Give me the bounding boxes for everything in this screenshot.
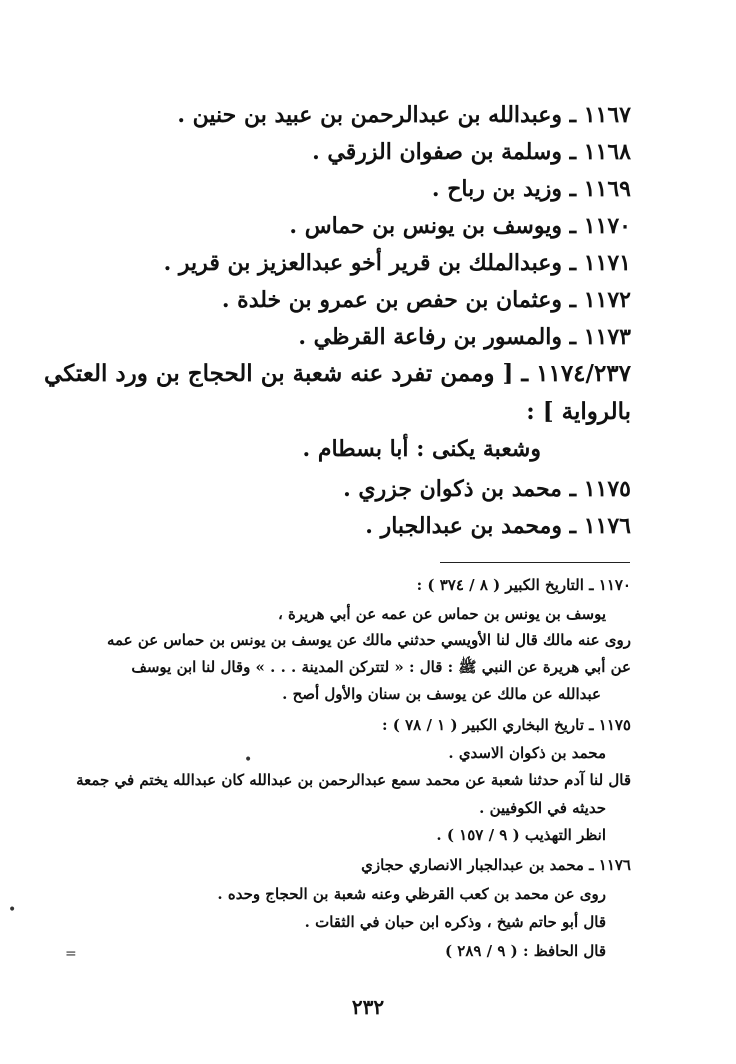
entry-1170: ١١٧٠ ـ ويوسف بن يونس بن حماس . (289, 213, 631, 239)
footnote-line: انظر التهذيب ( ٩ / ١٥٧ ) . (436, 826, 606, 844)
footnote-line: حديثه في الكوفيين . (479, 799, 606, 817)
section-heading-continued: بالرواية ] : (526, 398, 631, 425)
entry-1175: ١١٧٥ ـ محمد بن ذكوان جزري . (343, 476, 631, 502)
entry-1172: ١١٧٢ ـ وعثمان بن حفص بن عمرو بن خلدة . (221, 287, 631, 313)
footnote-line: يوسف بن يونس بن حماس عن عمه عن أبي هريرة ، (277, 605, 606, 623)
footnote-line: عبدالله عن مالك عن يوسف بن سنان والأول أصح . (282, 685, 601, 703)
footnote-line: قال لنا آدم حدثنا شعبة عن محمد سمع عبدالرحمن بن عبدالله كان عبدالله يختم في جمعة (76, 771, 631, 789)
footnote-1176-source: ١١٧٦ ـ محمد بن عبدالجبار الانصاري حجازي (361, 856, 631, 874)
footnote-line: قال أبو حاتم شيخ ، وذكره ابن حبان في الثقات . (304, 913, 606, 931)
entry-1176: ١١٧٦ ـ ومحمد بن عبدالجبار . (365, 513, 631, 539)
footnote-1175-source: ١١٧٥ ـ تاريخ البخاري الكبير ( ١ / ٧٨ ) : (382, 716, 631, 734)
footnote-line: قال الحافظ : ( ٩ / ٢٨٩ ) (444, 942, 606, 960)
section-heading: ١١٧٤/٢٣٧ ـ [ وممن تفرد عنه شعبة بن الحجاج بن ورد العتكي (44, 360, 631, 387)
footnote-1170-source: ١١٧٠ ـ التاريخ الكبير ( ٨ / ٣٧٤ ) : (416, 576, 631, 594)
entry-1171: ١١٧١ ـ وعبدالملك بن قرير أخو عبدالعزيز بن قرير . (163, 250, 631, 276)
entry-1169: ١١٦٩ ـ وزيد بن رباح . (431, 176, 631, 202)
entry-1167: ١١٦٧ ـ وعبدالله بن عبدالرحمن بن عبيد بن حنين . (177, 102, 631, 128)
stray-dot: • (244, 752, 253, 768)
footnote-line: محمد بن ذكوان الاسدي . (448, 744, 606, 762)
entry-1168: ١١٦٨ ـ وسلمة بن صفوان الزرقي . (312, 139, 631, 165)
footnote-line: عن أبي هريرة عن النبي ﷺ : قال : « لتتركن المدينة . . . » وقال لنا ابن يوسف (131, 658, 631, 676)
footnote-line: روى عنه مالك قال لنا الأويسي حدثني مالك عن يوسف بن يونس بن حماس عن عمه (106, 631, 631, 649)
entry-1173: ١١٧٣ ـ والمسور بن رفاعة القرظي . (298, 324, 631, 350)
page-number: ٢٣٢ (351, 995, 385, 1019)
kunya-line: وشعبة يكنى : أبا بسطام . (302, 436, 541, 462)
stray-dot: • (8, 902, 17, 918)
footnote-line: روى عن محمد بن كعب القرظي وعنه شعبة بن الحجاج وحده . (217, 885, 606, 903)
footnote-separator (440, 562, 630, 563)
stray-mark: = (65, 946, 77, 962)
